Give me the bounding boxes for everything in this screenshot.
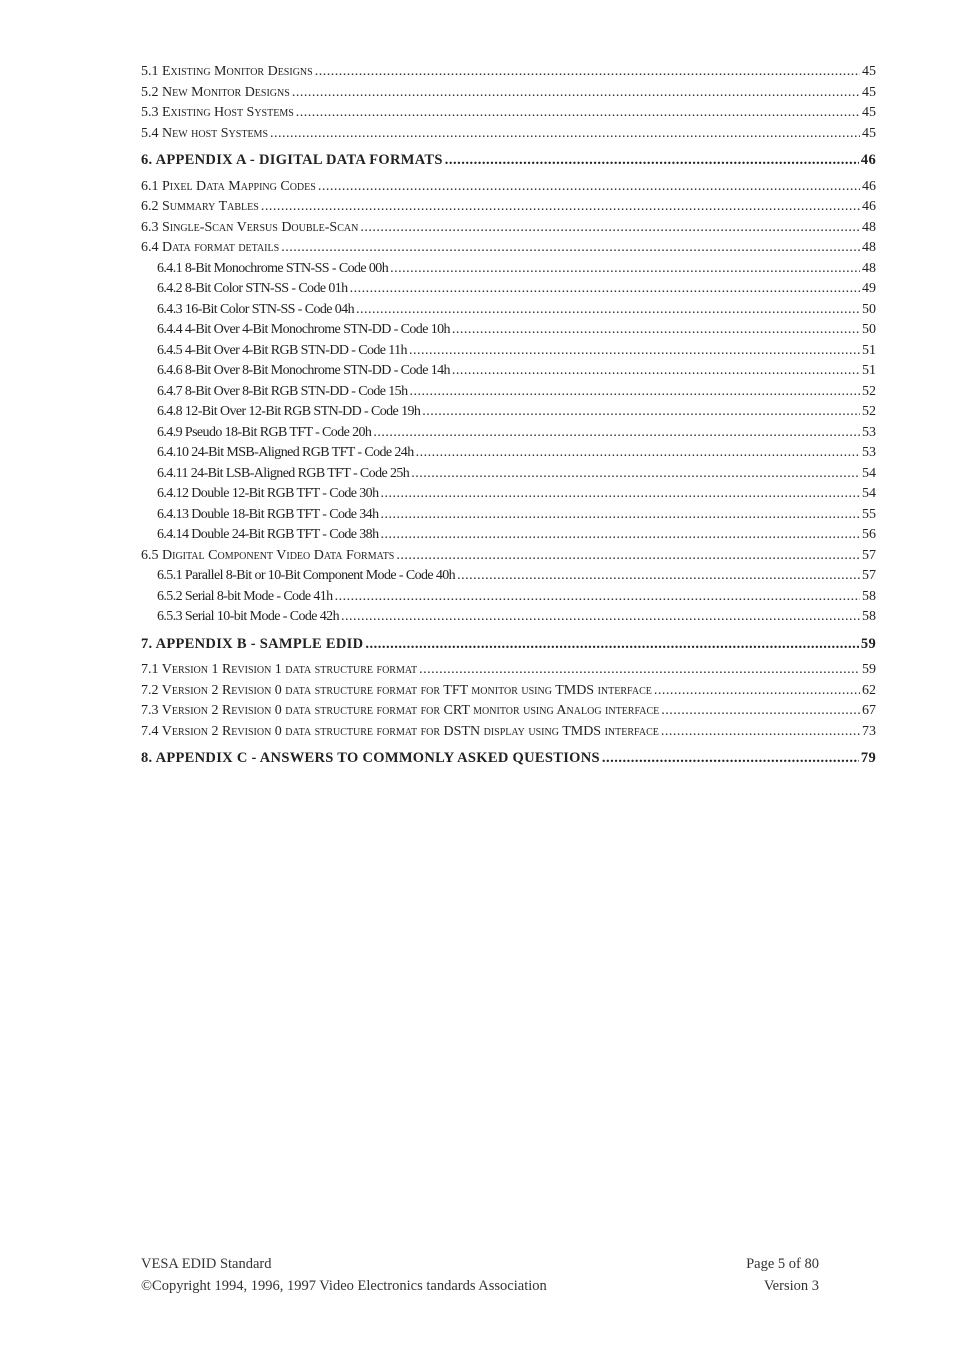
toc-entry-title: 6.4.12 Double 12-Bit RGB TFT - Code 30h bbox=[157, 486, 379, 501]
dot-leader bbox=[445, 150, 859, 171]
toc-entry-title: 6.4.6 8-Bit Over 8-Bit Monochrome STN-DD - Code 14h bbox=[157, 363, 450, 378]
toc-entry-title: 6.4.10 24-Bit MSB-Aligned RGB TFT - Code 24h bbox=[157, 445, 414, 460]
toc-entry-page: 73 bbox=[862, 723, 876, 739]
toc-entry-page: 51 bbox=[862, 363, 876, 378]
toc-entry-title: 7.4 Version 2 Revision 0 data structure format for DSTN display using TMDS interface bbox=[141, 723, 659, 739]
toc-entry[interactable] bbox=[141, 701, 876, 722]
toc-entry[interactable] bbox=[141, 484, 876, 505]
dot-leader bbox=[341, 607, 860, 628]
toc-entry-title: 8. APPENDIX C - ANSWERS TO COMMONLY ASKED QUESTIONS bbox=[141, 750, 600, 766]
toc-entry-page: 46 bbox=[860, 152, 876, 168]
toc-entry-page: 58 bbox=[862, 609, 876, 624]
table-of-contents bbox=[141, 62, 876, 775]
page-number: Page 5 of 80 bbox=[746, 1256, 819, 1272]
toc-entry-title: 7.1 Version 1 Revision 1 data structure format bbox=[141, 662, 418, 677]
toc-entry[interactable] bbox=[141, 464, 876, 485]
toc-entry[interactable] bbox=[141, 607, 876, 628]
toc-entry[interactable] bbox=[141, 587, 876, 608]
toc-entry-page: 57 bbox=[862, 547, 876, 563]
dot-leader bbox=[360, 218, 860, 239]
dot-leader bbox=[419, 660, 860, 681]
toc-entry-title: 6.4.1 8-Bit Monochrome STN-SS - Code 00h bbox=[157, 260, 389, 276]
toc-entry-page: 67 bbox=[862, 703, 876, 718]
toc-entry[interactable] bbox=[141, 722, 876, 743]
toc-entry[interactable] bbox=[141, 423, 876, 444]
dot-leader bbox=[411, 464, 860, 485]
toc-entry-title: 6.4.3 16-Bit Color STN-SS - Code 04h bbox=[157, 301, 354, 317]
toc-entry-title: 7. APPENDIX B - SAMPLE EDID bbox=[141, 635, 364, 652]
toc-entry-page: 54 bbox=[862, 465, 876, 481]
toc-entry-title: 6.5.1 Parallel 8-Bit or 10-Bit Component Mode - Code 40h bbox=[157, 568, 456, 583]
toc-entry-page: 48 bbox=[862, 260, 876, 276]
toc-entry-title: 6.4.7 8-Bit Over 8-Bit RGB STN-DD - Code 15h bbox=[157, 383, 408, 399]
toc-entry-title: 5.1 Existing Monitor Designs bbox=[141, 64, 313, 79]
toc-entry-page: 50 bbox=[862, 301, 876, 317]
dot-leader bbox=[380, 484, 860, 505]
toc-entry-page: 59 bbox=[862, 662, 876, 677]
page-footer bbox=[141, 1254, 819, 1297]
dot-leader bbox=[356, 300, 860, 321]
toc-entry-page: 52 bbox=[862, 383, 876, 399]
toc-entry-title: 6.4 Data format details bbox=[141, 240, 280, 255]
toc-entry[interactable] bbox=[141, 259, 876, 280]
toc-entry-title: 6.4.4 4-Bit Over 4-Bit Monochrome STN-DD - Code 10h bbox=[157, 322, 450, 337]
dot-leader bbox=[350, 279, 860, 300]
dot-leader bbox=[661, 722, 860, 743]
toc-entry-page: 46 bbox=[862, 199, 876, 214]
dot-leader bbox=[335, 587, 860, 608]
toc-entry[interactable] bbox=[141, 546, 876, 567]
toc-entry-title: 5.4 New host Systems bbox=[141, 125, 269, 141]
dot-leader bbox=[380, 525, 860, 546]
dot-leader bbox=[315, 62, 860, 83]
toc-entry-title: 6.4.5 4-Bit Over 4-Bit RGB STN-DD - Code 11h bbox=[157, 342, 407, 358]
toc-entry-title: 6.2 Summary Tables bbox=[141, 199, 259, 214]
dot-leader bbox=[409, 382, 860, 403]
toc-entry-page: 48 bbox=[862, 240, 876, 255]
toc-entry[interactable] bbox=[141, 103, 876, 124]
toc-entry-page: 57 bbox=[862, 568, 876, 583]
toc-entry-page: 48 bbox=[862, 219, 876, 235]
toc-entry-page: 52 bbox=[862, 404, 876, 419]
toc-entry-title: 6. APPENDIX A - DIGITAL DATA FORMATS bbox=[141, 152, 443, 168]
dot-leader bbox=[654, 681, 860, 702]
toc-entry-title: 5.2 New Monitor Designs bbox=[141, 84, 290, 100]
toc-entry[interactable] bbox=[141, 218, 876, 239]
toc-entry-page: 53 bbox=[862, 445, 876, 460]
document-title: VESA EDID Standard bbox=[141, 1256, 272, 1272]
toc-entry[interactable] bbox=[141, 197, 876, 218]
toc-entry[interactable] bbox=[141, 748, 876, 769]
dot-leader bbox=[373, 423, 860, 444]
toc-entry-title: 6.4.13 Double 18-Bit RGB TFT - Code 34h bbox=[157, 506, 379, 522]
dot-leader bbox=[261, 197, 860, 218]
dot-leader bbox=[422, 402, 860, 423]
toc-entry-page: 49 bbox=[862, 281, 876, 296]
toc-entry-page: 54 bbox=[862, 486, 876, 501]
toc-entry[interactable] bbox=[141, 320, 876, 341]
toc-entry[interactable] bbox=[141, 361, 876, 382]
dot-leader bbox=[365, 634, 858, 655]
toc-entry-page: 45 bbox=[862, 105, 876, 120]
dot-leader bbox=[396, 546, 860, 567]
toc-entry[interactable] bbox=[141, 238, 876, 259]
toc-entry-title: 6.4.14 Double 24-Bit RGB TFT - Code 38h bbox=[157, 527, 379, 542]
toc-entry[interactable] bbox=[141, 300, 876, 321]
toc-entry-page: 45 bbox=[862, 64, 876, 79]
toc-entry-title: 7.3 Version 2 Revision 0 data structure format for CRT monitor using Analog interface bbox=[141, 703, 660, 718]
toc-entry-page: 45 bbox=[862, 125, 876, 141]
toc-entry-title: 6.4.8 12-Bit Over 12-Bit RGB STN-DD - Code 19h bbox=[157, 404, 421, 419]
toc-entry[interactable] bbox=[141, 402, 876, 423]
dot-leader bbox=[270, 124, 860, 145]
dot-leader bbox=[452, 320, 860, 341]
dot-leader bbox=[318, 177, 860, 198]
toc-entry-page: 55 bbox=[862, 506, 876, 522]
toc-entry-title: 6.4.11 24-Bit LSB-Aligned RGB TFT - Code 25h bbox=[157, 465, 410, 481]
toc-entry-page: 58 bbox=[862, 588, 876, 604]
dot-leader bbox=[281, 238, 860, 259]
version-label: Version 3 bbox=[763, 1277, 819, 1294]
toc-entry-page: 53 bbox=[862, 424, 876, 440]
dot-leader bbox=[380, 505, 860, 526]
toc-entry-title: 6.5.2 Serial 8-bit Mode - Code 41h bbox=[157, 588, 333, 604]
toc-entry-title: 6.3 Single-Scan Versus Double-Scan bbox=[141, 219, 359, 235]
footer-row bbox=[141, 1254, 819, 1276]
toc-entry[interactable] bbox=[141, 566, 876, 587]
toc-entry[interactable] bbox=[141, 382, 876, 403]
toc-entry-page: 59 bbox=[860, 635, 876, 652]
toc-entry-title: 6.4.9 Pseudo 18-Bit RGB TFT - Code 20h bbox=[157, 424, 372, 440]
dot-leader bbox=[296, 103, 860, 124]
toc-entry-page: 45 bbox=[862, 84, 876, 100]
toc-entry[interactable] bbox=[141, 150, 876, 171]
toc-entry-title: 7.2 Version 2 Revision 0 data structure format for TFT monitor using TMDS interface bbox=[141, 682, 652, 698]
toc-entry-page: 56 bbox=[862, 527, 876, 542]
toc-entry[interactable] bbox=[141, 660, 876, 681]
toc-entry[interactable] bbox=[141, 634, 876, 655]
toc-entry[interactable] bbox=[141, 525, 876, 546]
dot-leader bbox=[390, 259, 860, 280]
toc-entry[interactable] bbox=[141, 681, 876, 702]
toc-entry-title: 5.3 Existing Host Systems bbox=[141, 105, 294, 120]
toc-entry-title: 6.5 Digital Component Video Data Formats bbox=[141, 547, 395, 563]
toc-entry-page: 50 bbox=[862, 322, 876, 337]
toc-entry-page: 51 bbox=[862, 342, 876, 358]
dot-leader bbox=[409, 341, 860, 362]
toc-entry[interactable] bbox=[141, 443, 876, 464]
toc-entry-title: 6.4.2 8-Bit Color STN-SS - Code 01h bbox=[157, 281, 348, 296]
dot-leader bbox=[452, 361, 860, 382]
toc-entry-title: 6.5.3 Serial 10-bit Mode - Code 42h bbox=[157, 609, 339, 624]
toc-entry[interactable] bbox=[141, 83, 876, 104]
toc-entry-page: 79 bbox=[860, 750, 876, 766]
dot-leader bbox=[661, 701, 860, 722]
toc-entry-title: 6.1 Pixel Data Mapping Codes bbox=[141, 178, 316, 194]
dot-leader bbox=[292, 83, 860, 104]
toc-entry[interactable] bbox=[141, 341, 876, 362]
toc-entry[interactable] bbox=[141, 279, 876, 300]
dot-leader bbox=[602, 748, 859, 769]
toc-entry[interactable] bbox=[141, 124, 876, 145]
dot-leader bbox=[457, 566, 860, 587]
toc-entry[interactable] bbox=[141, 62, 876, 83]
toc-entry-page: 46 bbox=[862, 178, 876, 194]
dot-leader bbox=[416, 443, 860, 464]
toc-entry[interactable] bbox=[141, 177, 876, 198]
toc-entry-page: 62 bbox=[862, 682, 876, 698]
footer-row bbox=[141, 1276, 819, 1298]
toc-entry[interactable] bbox=[141, 505, 876, 526]
copyright-notice: ©Copyright 1994, 1996, 1997 Video Electronics tandards Association bbox=[141, 1277, 547, 1294]
